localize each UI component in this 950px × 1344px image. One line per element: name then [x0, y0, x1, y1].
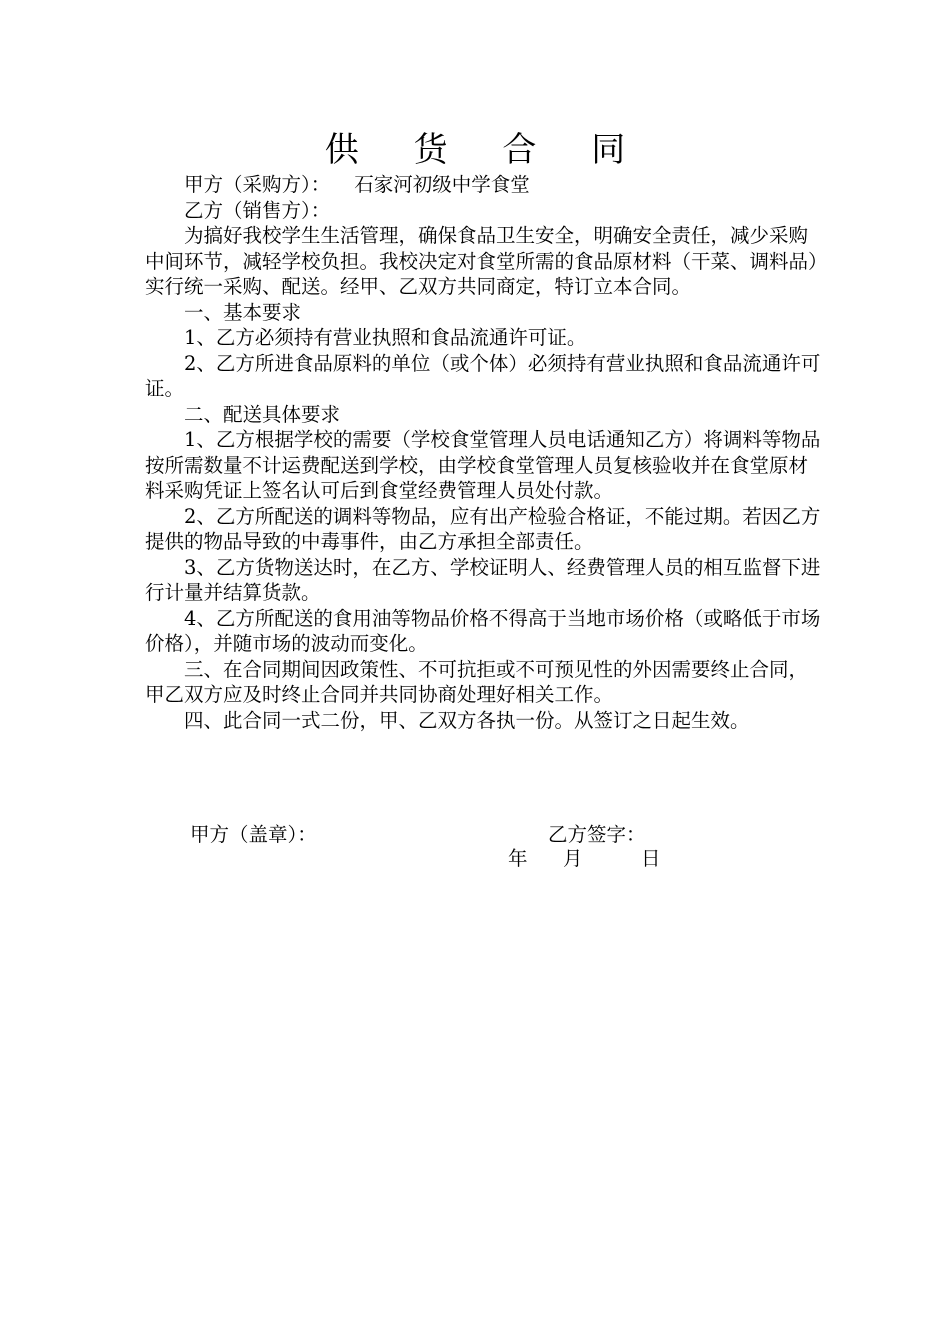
party-a-name: 石家河初级中学食堂	[354, 173, 530, 196]
date-month-label: 月	[563, 847, 583, 870]
section-heading-basic: 一、基本要求	[184, 300, 302, 324]
contract-body	[145, 172, 825, 733]
party-a-seal-label: 甲方（盖章）：	[190, 823, 317, 846]
date-day-label: 日	[641, 847, 661, 870]
clause-paragraph: 3、乙方货物送达时，在乙方、学校证明人、经费管理人员的相互监督下进行计量并结算货款。	[145, 555, 821, 604]
document-title: 供 货 合 同	[324, 130, 648, 170]
clause-paragraph: 1、乙方必须持有营业执照和食品流通许可证。	[184, 326, 587, 349]
section-termination: 三、在合同期间因政策性、不可抗拒或不可预见性的外因需要终止合同，甲乙双方应及时终止合同并共同协商处理好相关工作。	[145, 657, 809, 706]
section-copies: 四、此合同一式二份，甲、乙双方各执一份。从签订之日起生效。	[184, 708, 750, 732]
clause-paragraph: 2、乙方所进食品原料的单位（或个体）必须持有营业执照和食品流通许可证。	[145, 351, 821, 400]
party-a-label: 甲方（采购方）：	[184, 173, 331, 196]
date-year-label: 年	[508, 847, 528, 870]
clause-paragraph: 1、乙方根据学校的需要（学校食堂管理人员电话通知乙方）将调料等物品按所需数量不计运费配送到学校，由学校食堂管理人员复核验收并在食堂原材料采购凭证上签名认可后到食堂经费管理人员处付款。	[145, 428, 821, 502]
party-b-label: 乙方（销售方）：	[184, 198, 331, 222]
intro-paragraph: 为搞好我校学生生活管理，确保食品卫生安全，明确安全责任，减少采购中间环节，减轻学校负担。我校决定对食堂所需的食品原材料（干菜、调料品）实行统一采购、配送。经甲、乙双方共同商定，特订立本合同。	[145, 224, 818, 298]
clause-paragraph: 4、乙方所配送的食用油等物品价格不得高于当地市场价格（或略低于市场价格），并随市场的波动而变化。	[145, 606, 821, 655]
party-a-line	[145, 172, 825, 198]
party-b-line	[145, 198, 825, 224]
party-b-signature-label: 乙方签字：	[548, 823, 646, 846]
section-heading-delivery: 二、配送具体要求	[184, 402, 341, 426]
clause-paragraph: 2、乙方所配送的调料等物品，应有出产检验合格证，不能过期。若因乙方提供的物品导致的中毒事件，由乙方承担全部责任。	[145, 504, 821, 553]
